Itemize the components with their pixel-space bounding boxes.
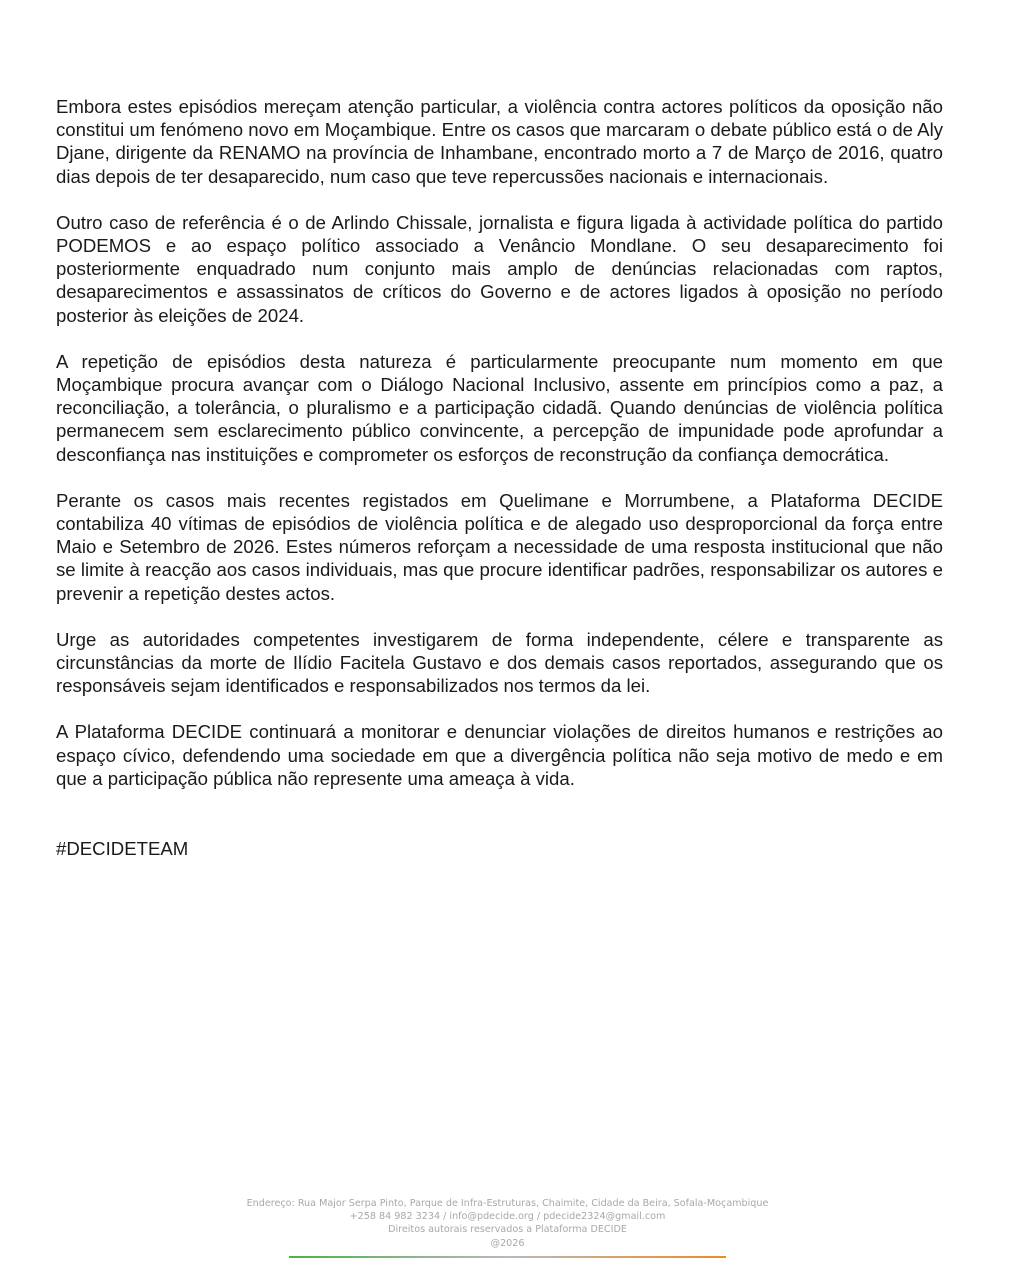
footer-contacts: +258 84 982 3234 / info@pdecide.org / pdecide2324@gmail.com [349,1211,666,1223]
document-body [56,95,943,860]
paragraph-5: Urge as autoridades competentes investigarem de forma independente, célere e transparente as circunstâncias da morte de Ilídio Facitela Gustavo e dos demais casos reportados, assegurando que os responsáveis sejam identificados e responsabilizados nos termos da lei. [56,628,943,697]
paragraph-1: Embora estes episódios mereçam atenção particular, a violência contra actores políticos da oposição não constitui um fenómeno novo em Moçambique. Entre os casos que marcaram o debate público está o de Aly Djane, dirigente da RENAMO na província de Inhambane, encontrado morto a 7 de Março de 2016, quatro dias depois de ter desaparecido, num caso que teve repercussões nacionais e internacionais. [56,96,943,187]
footer-divider [289,1256,726,1258]
paragraph-2: Outro caso de referência é o de Arlindo Chissale, jornalista e figura ligada à actividade política do partido PODEMOS e ao espaço político associado a Venâncio Mondlane. O seu desaparecimento foi posteriormente enquadrado num conjunto mais amplo de denúncias relacionadas com raptos, desaparecimentos e assassinatos de críticos do Governo e de actores ligados à oposição no período posterior às eleições de 2024. [56,211,943,326]
footer-address: Endereço: Rua Major Serpa Pinto, Parque de Infra-Estruturas, Chaimite, Cidade da Beira, Sofala-Moçambique [246,1198,769,1209]
hashtag: #DECIDETEAM [56,838,189,860]
footer-year: @2026 [490,1237,525,1249]
paragraph-4: Perante os casos mais recentes registados em Quelimane e Morrumbene, a Plataforma DECIDE contabiliza 40 vítimas de episódios de violência política e de alegado uso desproporcional da força entre Maio e Setembro de 2026. Estes números reforçam a necessidade de uma resposta institucional que não se limite à reacção aos casos individuais, mas que procure identificar padrões, responsabilizar os autores e prevenir a repetição destes actos. [56,489,943,604]
paragraph-3: A repetição de episódios desta natureza é particularmente preocupante num momento em que Moçambique procura avançar com o Diálogo Nacional Inclusivo, assente em princípios como a paz, a reconciliação, a tolerância, o pluralismo e a participação cidadã. Quando denúncias de violência política permanecem sem esclarecimento público convincente, a percepção de impunidade pode aprofundar a desconfiança nas instituições e comprometer os esforços de reconstrução da confiança democrática. [56,350,943,465]
paragraph-6: A Plataforma DECIDE continuará a monitorar e denunciar violações de direitos humanos e restrições ao espaço cívico, defendendo uma sociedade em que a divergência política não seja motivo de medo e em que a participação pública não represente uma ameaça à vida. [56,721,943,789]
footer-rights: Direitos autorais reservados a Plataforma DECIDE [388,1224,627,1236]
footer [0,1197,1015,1250]
